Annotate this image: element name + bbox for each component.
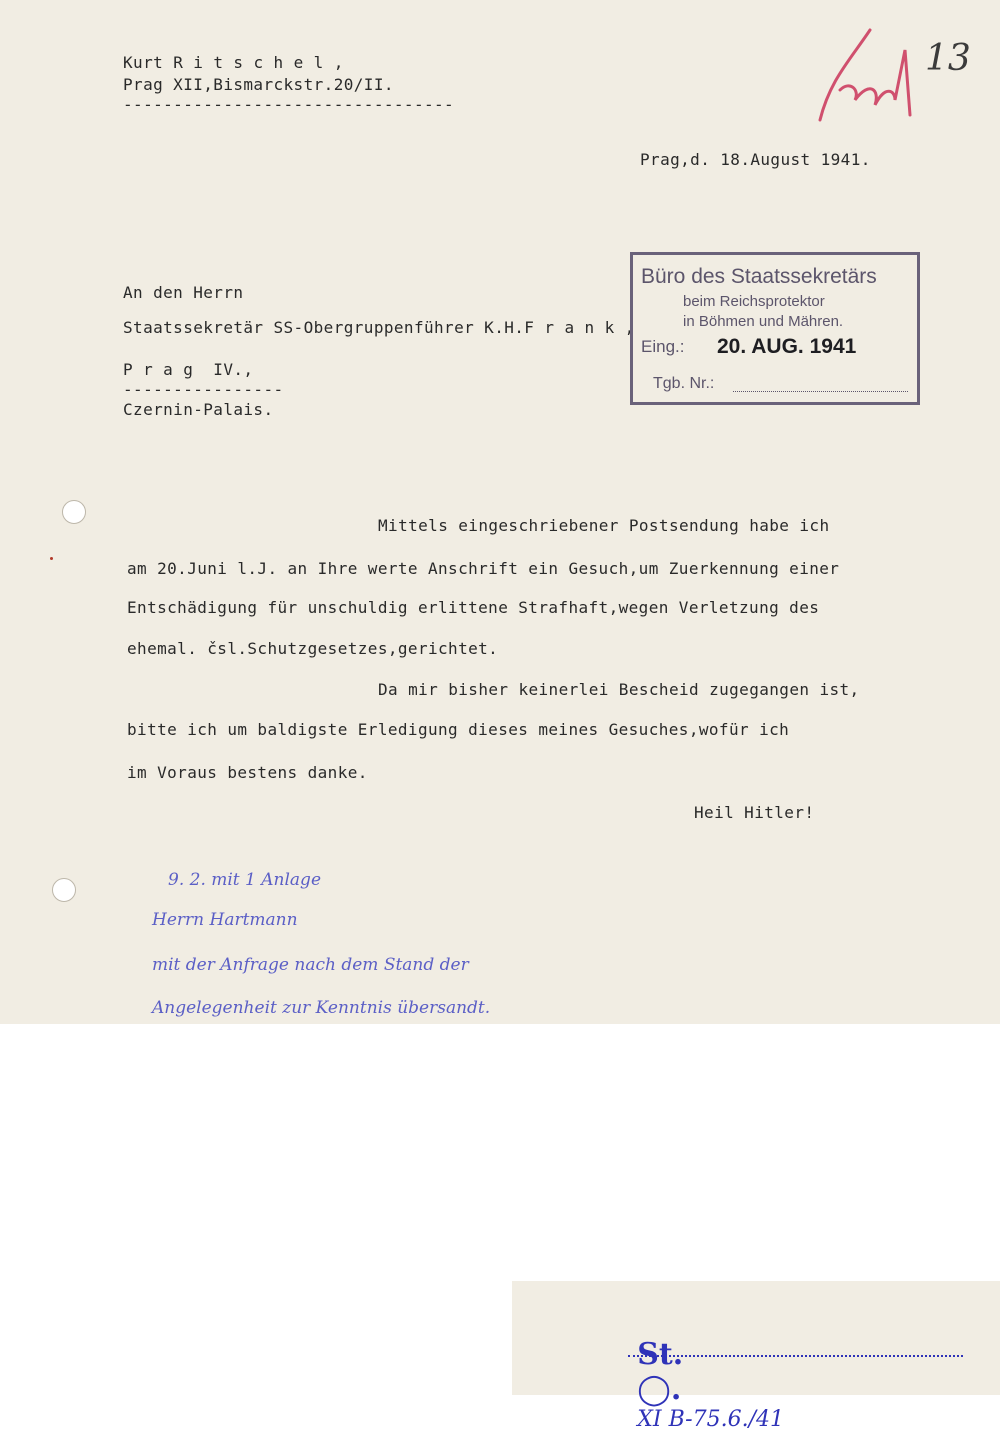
stamp-office: Büro des Staatssekretärs bbox=[641, 265, 877, 288]
reference-code: XI B-75.6./41 bbox=[637, 1407, 785, 1432]
body-p1-line2: am 20.Juni l.J. an Ihre werte Anschrift ein Gesuch,um Zuerkennung einer bbox=[127, 559, 840, 578]
punch-hole-bottom bbox=[52, 878, 76, 902]
stamp-journal-line bbox=[733, 391, 908, 392]
handwritten-note-line4: Angelegenheit zur Kenntnis übersandt. bbox=[152, 998, 491, 1018]
stamp-journal-label: Tgb. Nr.: bbox=[653, 375, 715, 392]
stamp-received-date: 20. AUG. 1941 bbox=[717, 335, 857, 358]
reference-prefix: St. bbox=[637, 1337, 684, 1372]
reference-circle-mark: ◯. bbox=[637, 1372, 682, 1407]
punch-hole-top bbox=[62, 500, 86, 524]
ink-dot bbox=[50, 557, 53, 560]
stamp-office-line3: in Böhmen und Mähren. bbox=[683, 313, 844, 330]
body-p1-line4: ehemal. čsl.Schutzgesetzes,gerichtet. bbox=[127, 639, 499, 658]
received-stamp bbox=[630, 252, 920, 405]
sender-rule: --------------------------------- bbox=[123, 95, 455, 114]
recipient-rule: ---------------- bbox=[123, 380, 284, 399]
reference-number bbox=[618, 1318, 784, 1432]
sender-last-name: R i t s c h e l , bbox=[173, 53, 344, 72]
sender-first-name: Kurt bbox=[123, 53, 164, 72]
sender-name bbox=[123, 53, 344, 73]
body-p2-line3: im Voraus bestens danke. bbox=[127, 763, 368, 782]
body-p2-line1: Da mir bisher keinerlei Bescheid zugegangen ist, bbox=[378, 680, 860, 699]
body-p1-line3: Entschädigung für unschuldig erlittene Strafhaft,wegen Verletzung des bbox=[127, 598, 820, 617]
recipient-city: P r a g IV., bbox=[123, 360, 254, 379]
letter-date: Prag,d. 18.August 1941. bbox=[640, 150, 871, 169]
reference-underline bbox=[628, 1355, 963, 1357]
pencil-signature-mark bbox=[800, 20, 940, 140]
closing-greeting: Heil Hitler! bbox=[694, 803, 815, 822]
handwritten-note-line2: Herrn Hartmann bbox=[152, 910, 298, 930]
recipient-name: Staatssekretär SS-Obergruppenführer K.H.F r a n k , bbox=[123, 318, 635, 337]
handwritten-note-line1: 9. 2. mit 1 Anlage bbox=[168, 870, 321, 890]
recipient-building: Czernin-Palais. bbox=[123, 400, 274, 419]
stamp-received-label: Eing.: bbox=[641, 337, 685, 356]
page-number-mark: 13 bbox=[925, 38, 971, 79]
body-p2-line2: bitte ich um baldigste Erledigung dieses meines Gesuches,wofür ich bbox=[127, 720, 790, 739]
stamp-office-line2: beim Reichsprotektor bbox=[683, 293, 825, 310]
handwritten-note-line3: mit der Anfrage nach dem Stand der bbox=[152, 955, 469, 975]
body-p1-line1: Mittels eingeschriebener Postsendung habe ich bbox=[378, 516, 830, 535]
recipient-salutation: An den Herrn bbox=[123, 283, 244, 302]
sender-address: Prag XII,Bismarckstr.20/II. bbox=[123, 75, 394, 94]
